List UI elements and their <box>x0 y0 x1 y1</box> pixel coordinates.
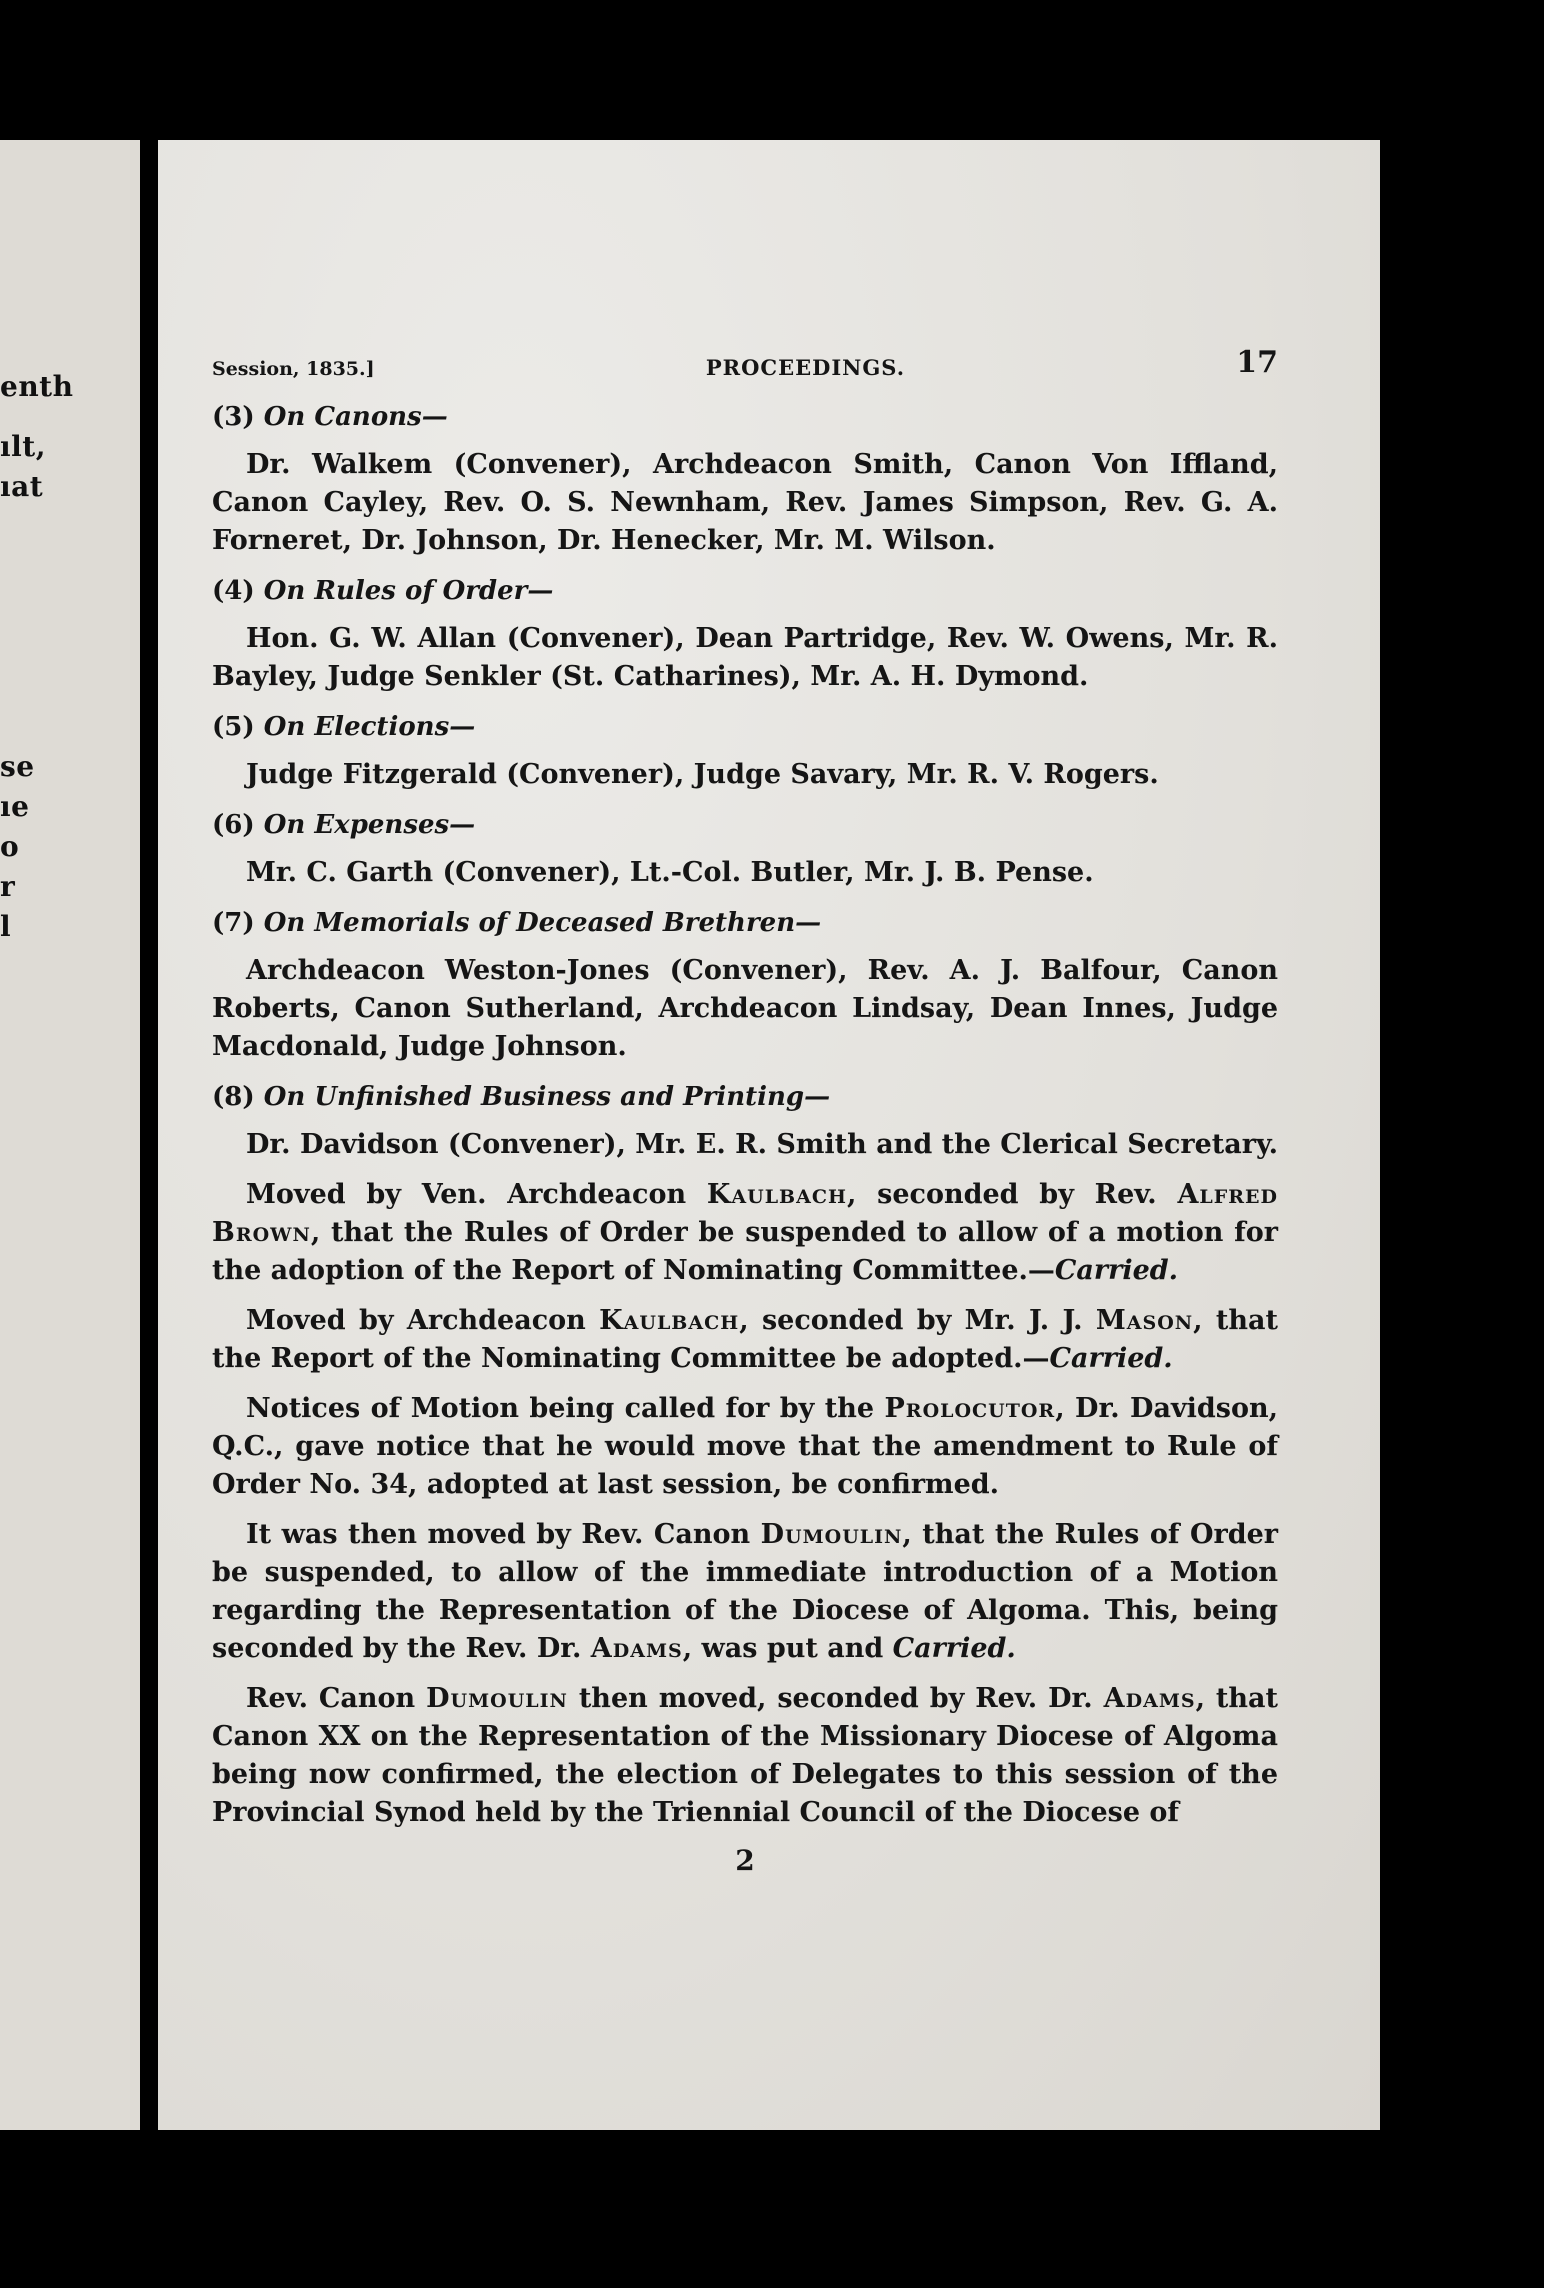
minutes-paragraph: Moved by Archdeacon Kaulbach, seconded by Mr. J. J. Mason, that the Report of the Nominating Committee be adopted.—Carried. <box>212 1305 1278 1374</box>
page-header <box>212 345 1278 380</box>
adjacent-text-fragment: se <box>0 750 35 783</box>
committee-members: Dr. Davidson (Convener), Mr. E. R. Smith and the Clerical Secretary. <box>246 1129 1278 1160</box>
committee-members: Judge Fitzgerald (Convener), Judge Savary, Mr. R. V. Rogers. <box>246 759 1159 790</box>
committee-members: Mr. C. Garth (Convener), Lt.-Col. Butler, Mr. J. B. Pense. <box>246 857 1094 888</box>
adjacent-text-fragment: r <box>0 870 16 903</box>
committee-members: Hon. G. W. Allan (Convener), Dean Partridge, Rev. W. Owens, Mr. R. Bayley, Judge Senkler (St. Catharines), Mr. A. H. Dymond. <box>212 623 1278 692</box>
page-number: 17 <box>1236 345 1278 380</box>
adjacent-page-edge <box>0 140 140 2130</box>
committee-heading: (4) On Rules of Order— <box>212 576 554 606</box>
committee-members: Dr. Walkem (Convener), Archdeacon Smith, Canon Von Iffland, Canon Cayley, Rev. O. S. Newnham, Rev. James Simpson, Rev. G. A. Forneret, Dr. Johnson, Dr. Henecker, Mr. M. Wilson. <box>212 449 1278 556</box>
minutes-paragraph: Rev. Canon Dumoulin then moved, seconded by Rev. Dr. Adams, that Canon XX on the Representation of the Missionary Diocese of Algoma being now confirmed, the election of Delegates to this session of the Provincial Synod held by the Triennial Council of the Diocese of <box>212 1683 1278 1828</box>
session-label: Session, 1835.] <box>212 358 375 380</box>
adjacent-text-fragment: enth <box>0 370 74 403</box>
minutes-paragraph: Notices of Motion being called for by the Prolocutor, Dr. Davidson, Q.C., gave notice that he would move that the amendment to Rule of Order No. 34, adopted at last session, be confirmed. <box>212 1393 1279 1500</box>
committee-heading: (8) On Unfinished Business and Printing— <box>212 1082 831 1112</box>
committee-heading: (7) On Memorials of Deceased Brethren— <box>212 908 822 938</box>
minutes-paragraph: It was then moved by Rev. Canon Dumoulin, that the Rules of Order be suspended, to allow of the immediate introduction of a Motion regarding the Representation of the Diocese of Algoma. This, being seconded by the Rev. Dr. Adams, was put and Carried. <box>212 1519 1278 1664</box>
committee-heading: (6) On Expenses— <box>212 810 476 840</box>
adjacent-text-fragment: ıe <box>0 790 30 823</box>
page-content <box>212 345 1278 1877</box>
page-gutter <box>140 140 158 2130</box>
adjacent-text-fragment: ıat <box>0 470 44 503</box>
minutes-paragraph: Moved by Ven. Archdeacon Kaulbach, seconded by Rev. Alfred Brown, that the Rules of Order be suspended to allow of a motion for the adoption of the Report of Nominating Committee.—Carried. <box>212 1179 1278 1286</box>
running-title: PROCEEDINGS. <box>705 355 906 380</box>
adjacent-text-fragment: l <box>0 910 12 943</box>
book-page <box>152 140 1380 2130</box>
signature-mark: 2 <box>735 1844 755 1877</box>
committee-members: Archdeacon Weston-Jones (Convener), Rev. A. J. Balfour, Canon Roberts, Canon Sutherland, Archdeacon Lindsay, Dean Innes, Judge Macdonald, Judge Johnson. <box>212 955 1278 1062</box>
adjacent-text-fragment: o <box>0 830 20 863</box>
adjacent-text-fragment: ılt, <box>0 430 46 463</box>
committee-heading: (3) On Canons— <box>212 402 448 432</box>
committee-heading: (5) On Elections— <box>212 712 476 742</box>
